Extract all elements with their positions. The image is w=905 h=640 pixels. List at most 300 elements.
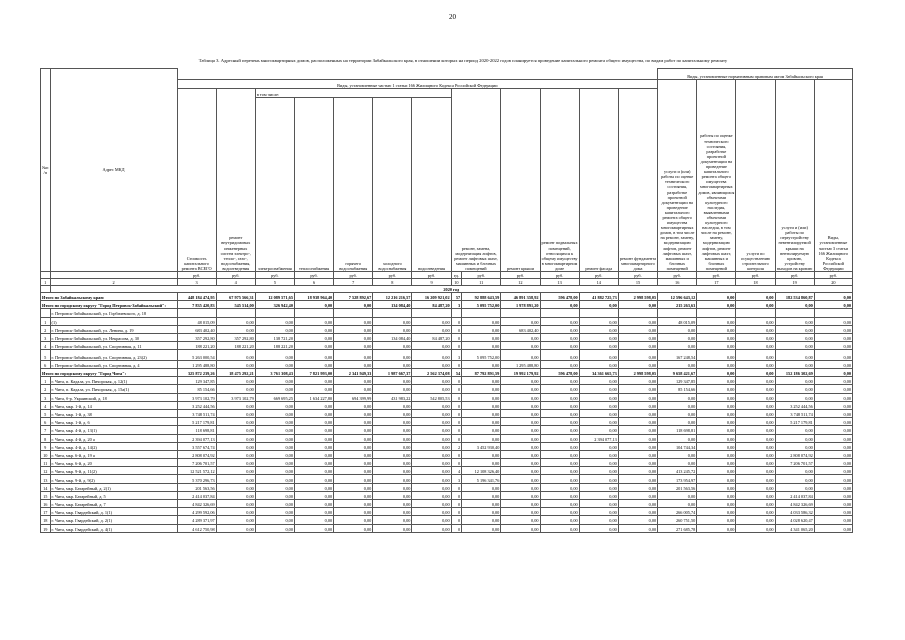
row-value: 0,00 xyxy=(697,350,736,361)
column-index: 2 xyxy=(50,279,177,286)
row-value: 0,00 xyxy=(579,467,618,475)
row-value: 0,00 xyxy=(736,385,775,393)
row-value: 0,00 xyxy=(373,475,412,483)
row-value: 0,00 xyxy=(501,342,540,350)
row-value: 41 882 725,73 xyxy=(579,293,618,301)
row-value: 0,00 xyxy=(501,426,540,434)
row-value: 0,00 xyxy=(579,301,618,309)
row-value: 0,00 xyxy=(814,393,852,401)
row-value: 0,00 xyxy=(216,483,255,491)
row-value: 0,00 xyxy=(255,418,294,426)
row-value: 7 835 420,83 xyxy=(177,301,216,309)
row-value: 0,00 xyxy=(216,350,255,361)
row-value: 0,00 xyxy=(334,401,373,409)
row-value: 0,00 xyxy=(255,491,294,499)
row-address: г. Чита, п. Кадала, ул. Пичорская, д. 15а(1) xyxy=(50,385,177,393)
row-value: 0,00 xyxy=(814,524,852,532)
row-value: 0,00 xyxy=(501,409,540,417)
row-value: 5 095 752,00 xyxy=(462,350,501,361)
row-value: 0,00 xyxy=(255,450,294,458)
row-value: 16 209 921,02 xyxy=(412,293,451,301)
row-value: 0,00 xyxy=(579,385,618,393)
row-value: 167 248,54 xyxy=(658,350,697,361)
row-value: 129 347,85 xyxy=(658,377,697,385)
header-row-1 xyxy=(41,69,853,80)
row-value: 0,00 xyxy=(697,426,736,434)
row-value: 0,00 xyxy=(501,491,540,499)
row-value: 0,00 xyxy=(618,333,657,341)
row-value: 0,00 xyxy=(412,516,451,524)
table-row xyxy=(41,491,853,499)
row-value: 3 252 444,56 xyxy=(775,401,814,409)
row-value: 0,00 xyxy=(501,393,540,401)
row-value: 0,00 xyxy=(255,377,294,385)
row-value xyxy=(501,309,540,317)
row-value: 0,00 xyxy=(736,333,775,341)
row-value: 0,00 xyxy=(736,418,775,426)
table-row xyxy=(41,360,853,368)
row-value xyxy=(736,309,775,317)
row-value: 0,00 xyxy=(658,434,697,442)
column-index: 1 xyxy=(41,279,51,286)
row-value: 0,00 xyxy=(736,342,775,350)
row-value xyxy=(814,309,852,317)
row-number: 12 xyxy=(41,467,51,475)
row-address: г. Чита, мкр. Батарейный, д. 5 xyxy=(50,491,177,499)
header-design-services: услуги и (или) работы по оценке технического состояния, разработке проектной документации на проведение капитального ремонта общего имущества многоквартирных домов, в том числе на ремонт, замену, модернизацию лифтов, ремонт лифтовых шахт, машинных и блочных помещений xyxy=(658,80,697,272)
row-value: 0,00 xyxy=(618,426,657,434)
row-address: г. Чита, мкр. Батарейный, д. 7 xyxy=(50,500,177,508)
row-value: 0,00 xyxy=(334,434,373,442)
row-value: 683 402,40 xyxy=(177,325,216,333)
row-value: 596 478,00 xyxy=(540,369,579,377)
row-value: 0,00 xyxy=(373,426,412,434)
row-address: г. Чита, мкр. 9-й, д. 11(2) xyxy=(50,467,177,475)
row-value: 0,00 xyxy=(697,450,736,458)
table-row xyxy=(41,342,853,350)
unit-cell: руб. xyxy=(579,272,618,279)
row-value: 0,00 xyxy=(697,360,736,368)
row-value: 87 792 891,59 xyxy=(462,369,501,377)
row-value: 0,00 xyxy=(334,516,373,524)
row-value: 0,00 xyxy=(540,475,579,483)
row-value: 0,00 xyxy=(412,434,451,442)
row-address: г. Чита, мкр. 4-й, д. 14(2) xyxy=(50,442,177,450)
year-label: 2020 год xyxy=(50,286,852,293)
row-value: 0,00 xyxy=(216,508,255,516)
row-value: 138 721,20 xyxy=(255,333,294,341)
row-value: 5 095 752,00 xyxy=(462,301,501,309)
row-value: 0,00 xyxy=(412,508,451,516)
table-row xyxy=(41,483,853,491)
row-value: 0,00 xyxy=(216,467,255,475)
row-value: 0,00 xyxy=(736,325,775,333)
row-value: 0,00 xyxy=(697,401,736,409)
row-value: 0,00 xyxy=(334,524,373,532)
row-value: 4 289 371,97 xyxy=(177,516,216,524)
table-row xyxy=(41,401,853,409)
row-value: 18 938 964,40 xyxy=(294,293,333,301)
page-number: 20 xyxy=(449,13,456,21)
units-blank xyxy=(41,272,51,279)
row-value: 0,00 xyxy=(412,317,451,325)
row-value: 4 341 065,20 xyxy=(775,524,814,532)
row-value: 0,00 xyxy=(501,500,540,508)
row-value: 3 973 102,79 xyxy=(216,393,255,401)
row-value: 0,00 xyxy=(216,409,255,417)
row-value: 0,00 xyxy=(412,325,451,333)
row-value: 0,00 xyxy=(462,450,501,458)
unit-cell: руб. xyxy=(697,272,736,279)
row-value: 0,00 xyxy=(462,491,501,499)
row-value: 0,00 xyxy=(618,434,657,442)
row-address: (1) xyxy=(50,317,177,325)
row-value: 0,00 xyxy=(775,360,814,368)
row-value: 0,00 xyxy=(294,350,333,361)
column-index: 11 xyxy=(462,279,501,286)
table-row xyxy=(41,309,853,317)
table-row xyxy=(41,393,853,401)
row-value: 0 xyxy=(451,333,462,341)
row-value: 0,00 xyxy=(579,459,618,467)
row-value: 0,00 xyxy=(579,360,618,368)
table-row xyxy=(41,317,853,325)
row-value: 0,00 xyxy=(255,508,294,516)
row-address: г. Петровск-Забайкальский, ул. Горбачевского, д. 18 xyxy=(50,309,177,317)
row-value: 3 973 102,79 xyxy=(177,393,216,401)
row-value: 3 252 444,56 xyxy=(177,401,216,409)
row-value: 0,00 xyxy=(814,475,852,483)
unit-cell: руб. xyxy=(736,272,775,279)
row-value: 0,00 xyxy=(501,508,540,516)
row-value: 0,00 xyxy=(294,467,333,475)
column-index: 7 xyxy=(334,279,373,286)
row-value: 0,00 xyxy=(775,483,814,491)
row-value xyxy=(451,309,462,317)
row-value: 0,00 xyxy=(579,426,618,434)
row-value: 1 295 488,80 xyxy=(177,360,216,368)
row-value: 0,00 xyxy=(540,385,579,393)
row-value: 0,00 xyxy=(216,442,255,450)
row-value: 0,00 xyxy=(814,508,852,516)
row-value: 0,00 xyxy=(658,333,697,341)
table-row xyxy=(41,516,853,524)
row-value: 0,00 xyxy=(579,325,618,333)
row-value: 0,00 xyxy=(373,491,412,499)
row-value: 0,00 xyxy=(462,342,501,350)
row-value: 3 748 511,74 xyxy=(177,409,216,417)
data-body xyxy=(41,293,853,533)
row-number xyxy=(41,309,51,317)
row-address: г. Петровск-Забайкальский, ул. Спортивная, д. 4 xyxy=(50,360,177,368)
row-value: 2 341 949,33 xyxy=(334,369,373,377)
header-roof: ремонт крыши xyxy=(501,89,540,272)
row-value: 0,00 xyxy=(216,418,255,426)
row-value: 5 196 341,76 xyxy=(462,475,501,483)
row-value: 104 744,34 xyxy=(658,442,697,450)
unit-cell: руб. xyxy=(294,272,333,279)
row-value: 0,00 xyxy=(736,475,775,483)
row-value: 431 983,22 xyxy=(373,393,412,401)
row-value: 0,00 xyxy=(462,333,501,341)
row-value: 0,00 xyxy=(334,350,373,361)
row-value: 0,00 xyxy=(736,377,775,385)
table-row xyxy=(41,377,853,385)
row-number: 6 xyxy=(41,418,51,426)
table-row xyxy=(41,350,853,361)
row-value: 413 245,72 xyxy=(658,467,697,475)
row-value: 7 821 993,00 xyxy=(294,369,333,377)
header-group-166: Виды, установленные частью 1 статьи 166 Жилищного Кодекса Российской Федерации xyxy=(177,80,658,89)
row-address: г. Чита, мкр. 6-й, д. 20 xyxy=(50,459,177,467)
row-value: 0 xyxy=(451,483,462,491)
row-value: 0,00 xyxy=(618,317,657,325)
repair-register-table xyxy=(40,68,853,533)
row-value: 0,00 xyxy=(775,350,814,361)
row-value: 0 xyxy=(451,459,462,467)
row-value: 0,00 xyxy=(462,516,501,524)
row-value: 0,00 xyxy=(412,491,451,499)
row-value: 0,00 xyxy=(658,491,697,499)
unit-cell: руб. xyxy=(462,272,501,279)
row-value: 0,00 xyxy=(775,442,814,450)
row-value: 0,00 xyxy=(618,491,657,499)
row-value: 0,00 xyxy=(540,459,579,467)
units-blank xyxy=(50,272,177,279)
row-value: 0,00 xyxy=(775,317,814,325)
row-value xyxy=(462,309,501,317)
row-value: 0,00 xyxy=(255,524,294,532)
table-row xyxy=(41,508,853,516)
row-value: 0,00 xyxy=(658,409,697,417)
row-value: 0,00 xyxy=(462,393,501,401)
table-row xyxy=(41,475,853,483)
row-value: 0,00 xyxy=(462,377,501,385)
row-value: 2 808 074,92 xyxy=(177,450,216,458)
row-value: 0,00 xyxy=(294,426,333,434)
row-value: 0,00 xyxy=(775,325,814,333)
row-value: 271 685,78 xyxy=(658,524,697,532)
row-value: 3 xyxy=(451,475,462,483)
row-value: 173 954,97 xyxy=(658,475,697,483)
table-caption: Таблица 3. Адресный перечень многоквартирных домов, расположенных на территории Забайкальского края, в отношении которых на период 2020-2022 годов планируется проведение капитального ремонта общего имущества, по видам работ по капитальному ремонту xyxy=(198,58,728,63)
row-value: 0,00 xyxy=(697,483,736,491)
row-value: 0,00 xyxy=(814,418,852,426)
row-value: 0,00 xyxy=(255,516,294,524)
row-value: 0,00 xyxy=(334,409,373,417)
row-value: 0,00 xyxy=(412,418,451,426)
row-value: 0,00 xyxy=(373,442,412,450)
row-value: 7 206 701,57 xyxy=(177,459,216,467)
row-value: 3 xyxy=(451,350,462,361)
row-value: 0 xyxy=(451,342,462,350)
unit-cell: руб. xyxy=(814,272,852,279)
row-value: 0,00 xyxy=(697,409,736,417)
row-value: 1 987 667,37 xyxy=(373,369,412,377)
row-value: 0,00 xyxy=(294,459,333,467)
row-value: 3 452 930,40 xyxy=(462,442,501,450)
row-value: 0,00 xyxy=(373,508,412,516)
row-value: 0,00 xyxy=(294,434,333,442)
row-value: 0 xyxy=(451,508,462,516)
row-value: 0,00 xyxy=(775,467,814,475)
column-index: 13 xyxy=(540,279,579,286)
row-address: г. Чита, мкр. Гвардейский, д. 4(1) xyxy=(50,524,177,532)
row-value: 0,00 xyxy=(334,325,373,333)
row-value: 0,00 xyxy=(814,325,852,333)
row-value: 0,00 xyxy=(334,508,373,516)
row-value: 0,00 xyxy=(412,483,451,491)
row-value: 0,00 xyxy=(412,426,451,434)
row-value: 0,00 xyxy=(373,500,412,508)
row-number: 15 xyxy=(41,491,51,499)
column-index: 16 xyxy=(658,279,697,286)
row-value: 0,00 xyxy=(334,360,373,368)
row-value: 5 370 296,73 xyxy=(177,475,216,483)
row-number: 3 xyxy=(41,393,51,401)
row-value: 201 563,56 xyxy=(177,483,216,491)
row-value: 188 221,20 xyxy=(255,342,294,350)
row-value: 0,00 xyxy=(775,377,814,385)
row-value: 0,00 xyxy=(736,524,775,532)
row-value: 0,00 xyxy=(814,459,852,467)
row-value: 260 751,50 xyxy=(658,516,697,524)
row-value: 0,00 xyxy=(334,342,373,350)
row-value: 85 154,66 xyxy=(177,385,216,393)
row-value: 0,00 xyxy=(501,377,540,385)
row-value: 182 534 860,87 xyxy=(775,293,814,301)
row-value: 0,00 xyxy=(294,317,333,325)
row-value: 0,00 xyxy=(658,459,697,467)
row-number: 1 xyxy=(41,377,51,385)
row-value xyxy=(540,309,579,317)
row-value: 0,00 xyxy=(814,377,852,385)
row-value: 0,00 xyxy=(540,467,579,475)
row-value: 0,00 xyxy=(697,385,736,393)
unit-cell: руб. xyxy=(177,272,216,279)
unit-cell: руб. xyxy=(501,272,540,279)
row-value: 0,00 xyxy=(697,516,736,524)
row-value: 0,00 xyxy=(658,401,697,409)
row-value: 0 xyxy=(451,401,462,409)
row-value: 0,00 xyxy=(736,500,775,508)
row-value: 0,00 xyxy=(216,401,255,409)
row-value: 0,00 xyxy=(462,434,501,442)
row-value: 0,00 xyxy=(373,360,412,368)
row-value: 0,00 xyxy=(334,491,373,499)
row-value: 129 347,85 xyxy=(177,377,216,385)
row-value: 0,00 xyxy=(618,418,657,426)
row-value: 0,00 xyxy=(501,475,540,483)
row-value: 188 221,20 xyxy=(177,342,216,350)
row-value: 0,00 xyxy=(462,401,501,409)
row-value: 0,00 xyxy=(697,434,736,442)
row-value: 0,00 xyxy=(579,483,618,491)
row-value: 1 978 891,20 xyxy=(501,301,540,309)
row-value: 0,00 xyxy=(334,467,373,475)
row-value: 0,00 xyxy=(814,450,852,458)
row-value: 0,00 xyxy=(255,317,294,325)
row-value: 57 xyxy=(451,293,462,301)
row-value: 0,00 xyxy=(775,301,814,309)
row-value: 0,00 xyxy=(373,418,412,426)
row-value: 2 808 074,92 xyxy=(775,450,814,458)
row-number: 17 xyxy=(41,508,51,516)
row-value: 4 842 326,69 xyxy=(775,500,814,508)
row-value: 0,00 xyxy=(294,508,333,516)
table-row xyxy=(41,325,853,333)
row-value: 0,00 xyxy=(540,516,579,524)
row-value xyxy=(697,309,736,317)
row-value: 0 xyxy=(451,385,462,393)
row-value: 46 891 358,92 xyxy=(501,293,540,301)
row-value: 0 xyxy=(451,317,462,325)
row-value: 0,00 xyxy=(412,450,451,458)
row-value: 0,00 xyxy=(736,467,775,475)
row-value: 0,00 xyxy=(373,409,412,417)
column-index: 15 xyxy=(618,279,657,286)
row-value: 0,00 xyxy=(255,459,294,467)
row-value: 0,00 xyxy=(658,325,697,333)
row-value: 0,00 xyxy=(618,508,657,516)
row-number: 7 xyxy=(41,426,51,434)
row-value: 0,00 xyxy=(373,385,412,393)
row-value: 0,00 xyxy=(334,317,373,325)
row-value: 0,00 xyxy=(579,418,618,426)
row-value: 0,00 xyxy=(255,500,294,508)
row-value: 0,00 xyxy=(736,508,775,516)
column-index: 20 xyxy=(814,279,852,286)
row-value: 0,00 xyxy=(579,516,618,524)
row-value xyxy=(579,309,618,317)
row-value: 542 805,53 xyxy=(412,393,451,401)
row-value: 0,00 xyxy=(540,426,579,434)
column-index: 4 xyxy=(216,279,255,286)
table-row xyxy=(41,434,853,442)
row-value: 0,00 xyxy=(540,508,579,516)
row-value: 357 292,80 xyxy=(216,333,255,341)
column-index-row xyxy=(41,279,853,286)
row-value: 0,00 xyxy=(334,475,373,483)
row-value: 0,00 xyxy=(618,442,657,450)
row-value: 0,00 xyxy=(294,475,333,483)
row-value: 0,00 xyxy=(373,467,412,475)
row-value: 0,00 xyxy=(697,500,736,508)
row-value: 2 414 037,84 xyxy=(177,491,216,499)
row-value: 0,00 xyxy=(736,491,775,499)
table-row xyxy=(41,442,853,450)
row-value xyxy=(294,309,333,317)
row-value: 0,00 xyxy=(736,434,775,442)
table-row xyxy=(41,459,853,467)
row-value xyxy=(334,309,373,317)
row-number: 1 xyxy=(41,317,51,325)
row-value: 84 487,20 xyxy=(412,333,451,341)
column-index: 12 xyxy=(501,279,540,286)
row-value: 0,00 xyxy=(697,467,736,475)
row-value: 0,00 xyxy=(775,342,814,350)
row-value: 0,00 xyxy=(294,491,333,499)
row-value: 0,00 xyxy=(775,475,814,483)
row-value: 0,00 xyxy=(373,317,412,325)
row-value: 118 698,81 xyxy=(177,426,216,434)
unit-cell: руб. xyxy=(216,272,255,279)
row-address: г. Чита, мкр. Гвардейский, д. 2(1) xyxy=(50,516,177,524)
units-row xyxy=(41,272,853,279)
row-number: 9 xyxy=(41,442,51,450)
row-value: 0,00 xyxy=(618,524,657,532)
row-value: 0,00 xyxy=(579,500,618,508)
